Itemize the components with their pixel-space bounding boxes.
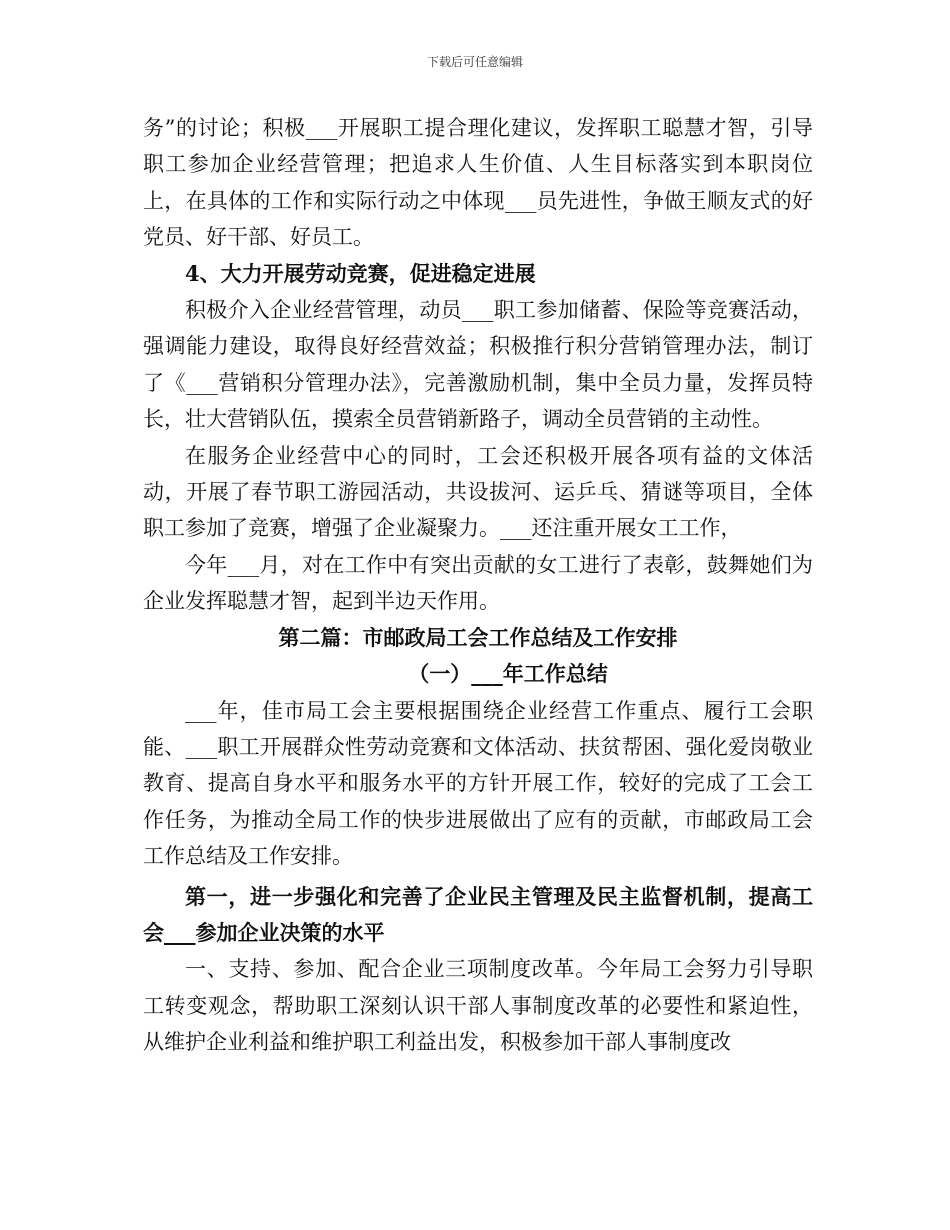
- paragraph: 务”的讨论；积极___开展职工提合理化建议，发挥职工聪慧才智，引导职工参加企业经营管理；把追求人生价值、人生目标落实到本职岗位上，在具体的工作和实际行动之中体现___员先进性，争做王顺友式的好党员、好干部、好员工。: [143, 116, 813, 250]
- paragraph: 今年___月，对在工作中有突出贡献的女工进行了表彰，鼓舞她们为企业发挥聪慧才智，起到半边天作用。: [143, 552, 813, 614]
- paragraph: ___年，佳市局工会主要根据围绕企业经营工作重点、履行工会职能、___职工开展群众性劳动竞赛和文体活动、扶贫帮困、强化爱岗敬业教育、提高自身水平和服务水平的方针开展工作，较好的完成了工会工作任务，为推动全局工作的快步进展做出了应有的贡献，市邮政局工会工作总结及工作安排。: [143, 698, 813, 869]
- chapter-subtitle: （一）___年工作总结: [408, 661, 608, 687]
- section-heading: 第一，进一步强化和完善了企业民主管理及民主监督机制，提高工会___参加企业决策的水平: [143, 883, 813, 945]
- paragraph: 一、支持、参加、配合企业三项制度改革。今年局工会努力引导职工转变观念，帮助职工深刻认识干部人事制度改革的必要性和紧迫性，从维护企业利益和维护职工利益出发，积极参加干部人事制度改: [143, 957, 813, 1055]
- paragraph: 积极介入企业经营管理，动员___职工参加储蓄、保险等竞赛活动，强调能力建设，取得良好经营效益；积极推行积分营销管理办法，制订了《___营销积分管理办法》，完善激励机制，集中全员力量，发挥员特长，壮大营销队伍，摸索全员营销新路子，调动全员营销的主动性。: [143, 298, 813, 432]
- section-heading: 4、大力开展劳动竞赛，促进稳定进展: [185, 260, 536, 286]
- paragraph: 在服务企业经营中心的同时，工会还积极开展各项有益的文体活动，开展了春节职工游园活动，共设拔河、运乒乓、猜谜等项目，全体职工参加了竞赛，增强了企业凝聚力。___还注重开展女工工作，: [143, 443, 813, 541]
- document-body: [143, 110, 813, 1061]
- chapter-title: 第二篇：市邮政局工会工作总结及工作安排: [278, 624, 678, 650]
- page-header-note: 下载后可任意编辑: [426, 55, 523, 69]
